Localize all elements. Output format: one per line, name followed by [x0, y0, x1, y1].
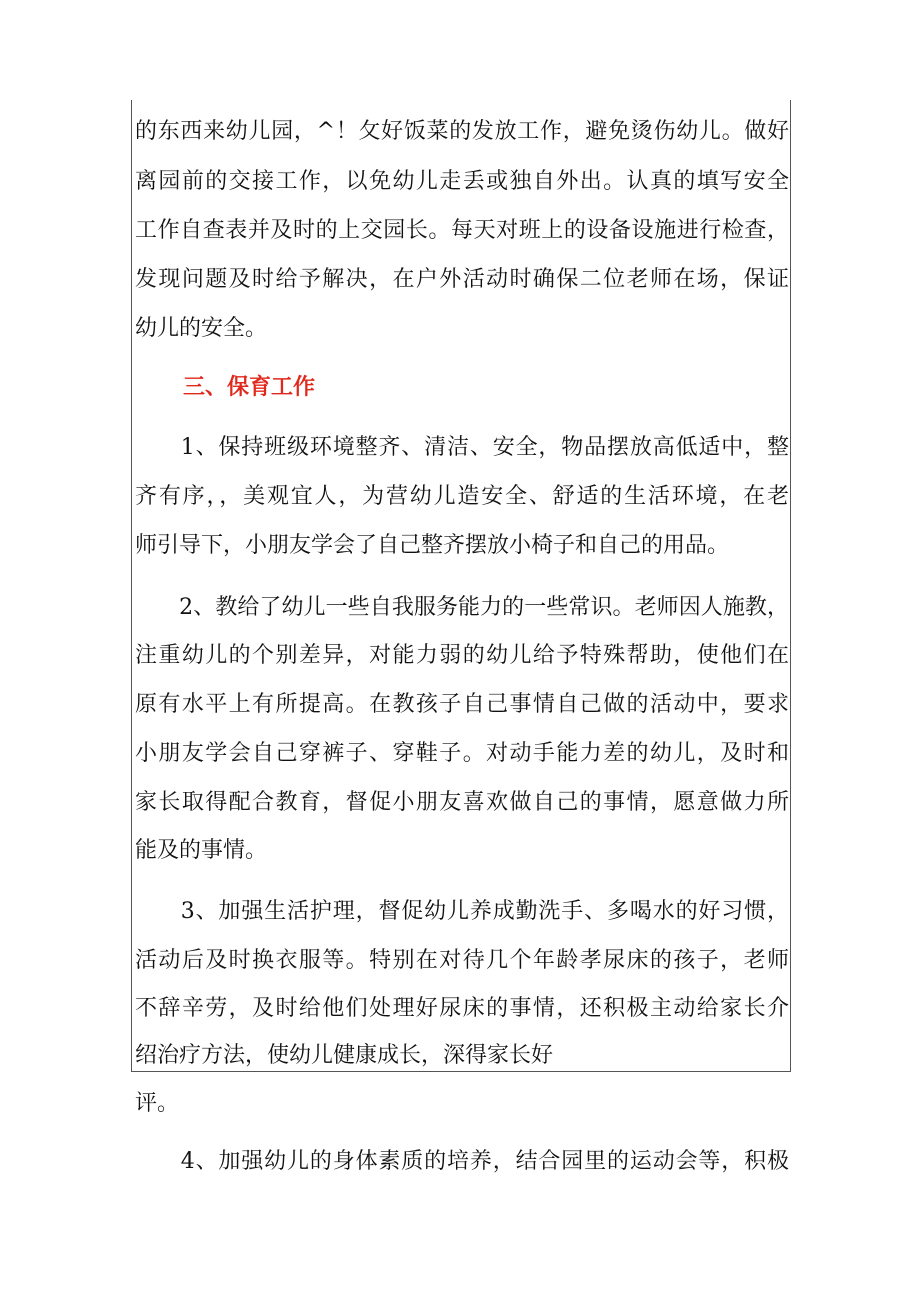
section-heading: 三、保育工作 — [183, 374, 316, 400]
text-line: 幼儿的安全。 — [135, 316, 268, 341]
text-line: 工作自查表并及时的上交园长。每天对班上的设备设施进行检查， — [135, 218, 789, 243]
text-line: 3、加强生活护理，督促幼儿养成勤洗手、多喝水的好习惯， — [135, 899, 789, 924]
text-line: 的东西来幼儿园，^！攵好饭菜的发放工作，避免烫伤幼儿。做好 — [135, 119, 789, 144]
text-line: 小朋友学会自己穿裤子、穿鞋子。对动手能力差的幼儿，及时和 — [135, 741, 789, 766]
text-line: 原有水平上有所提高。在教孩子自己事情自己做的活动中，要求 — [135, 692, 789, 717]
text-line: 2、教给了幼儿一些自我服务能力的一些常识。老师因人施教， — [135, 595, 789, 620]
text-line: 活动后及时换衣服等。特别在对待几个年龄孝尿床的孩子，老师 — [135, 948, 789, 973]
text-line: 绍治疗方法，使幼儿健康成长，深得家长好 — [135, 1043, 554, 1068]
text-line: 评。 — [135, 1091, 180, 1116]
text-line: 4、加强幼儿的身体素质的培养，结合园里的运动会等，积极 — [135, 1149, 789, 1174]
text-line: 离园前的交接工作，以免幼儿走丢或独自外出。认真的填写安全 — [135, 169, 789, 194]
text-line: 发现问题及时给予解决，在户外活动时确保二位老师在场，保证 — [135, 267, 789, 292]
text-line: 家长取得配合教育，督促小朋友喜欢做自己的事情，愿意做力所 — [135, 790, 789, 815]
text-line: 注重幼儿的个别差异，对能力弱的幼儿给予特殊帮助，使他们在 — [135, 643, 789, 668]
text-line: 不辞辛劳，及时给他们处理好尿床的事情，还积极主动给家长介 — [135, 996, 789, 1021]
text-line: 齐有序，，美观宜人，为营幼儿造安全、舒适的生活环境，在老 — [135, 484, 789, 509]
text-line: 1、保持班级环境整齐、清洁、安全，物品摆放高低适中，整 — [135, 435, 789, 460]
text-line: 师引导下，小朋友学会了自己整齐摆放小椅子和自己的用品。 — [135, 533, 730, 558]
text-line: 能及的事情。 — [135, 838, 268, 863]
